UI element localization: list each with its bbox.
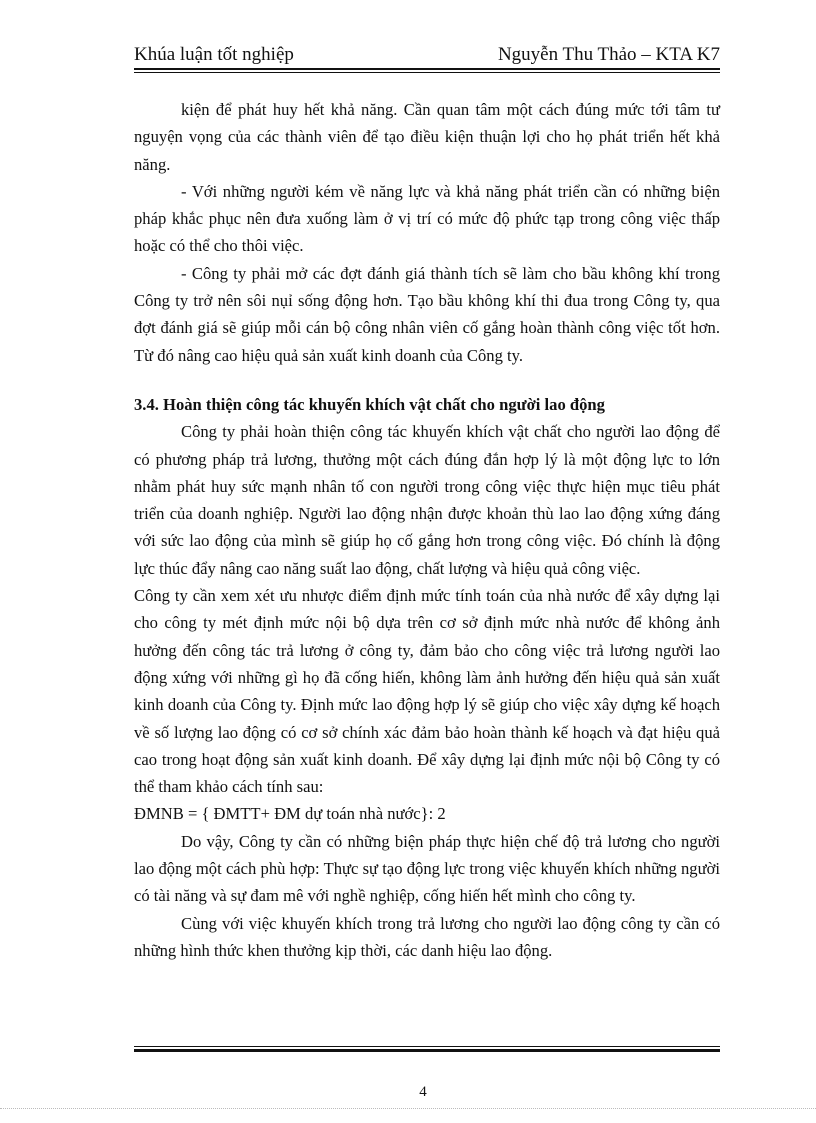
paragraph-continuation: kiện để phát huy hết khả năng. Cần quan tâm một cách đúng mức tới tâm tư nguyện vọng của các thành viên để tạo điều kiện thuận lợi cho họ phát triển hết khả năng. — [134, 100, 720, 174]
page-edge-divider — [0, 1108, 816, 1109]
page-header — [134, 42, 720, 68]
paragraph-wage-measures: Do vậy, Công ty cần có những biện pháp thực hiện chế độ trả lương cho người lao động một cách phù hợp: Thực sự tạo động lực trong việc khuyến khích những người có tài năng và sự đam mê với nghề nghiệp, cống hiến hết mình cho công ty. — [134, 831, 720, 906]
paragraph-rewards: Cùng với việc khuyến khích trong trả lương cho người lao động công ty cần có những hình thức khen thưởng kịp thời, các danh hiệu lao động. — [134, 913, 720, 960]
paragraph-bullet-evaluation: - Công ty phải mở các đợt đánh giá thành tích sẽ làm cho bầu không khí trong Công ty trở nên sôi nụỉ sống động hơn. Tạo bầu không khí thi đua trong Công ty, qua đợt đánh giá sẽ giúp mỗi cán bộ công nhân viên cố gắng hoàn thành công việc tốt hơn. Từ đó nâng cao hiệu quả sản xuất kinh doanh của Công ty. — [134, 263, 720, 365]
footer-rule-thin — [134, 1046, 720, 1047]
paragraph-bullet-weak-staff: - Với những người kém về năng lực và khả năng phát triển cần có những biện pháp khắc phục nên đưa xuống làm ở vị trí có mức độ phức tạp trong công việc thấp hoặc có thể cho thôi việc. — [134, 181, 720, 256]
formula-line: ĐMNB = { ĐMTT+ ĐM dự toán nhà nước}: 2 — [134, 804, 446, 824]
header-author: Nguyễn Thu Thảo – KTA K7 — [497, 44, 720, 65]
paragraph-material-incentives: Công ty phải hoàn thiện công tác khuyến khích vật chất cho người lao động để có phương pháp trả lương, thưởng một cách đúng đắn hợp lý là một động lực to lớn nhằm phát huy sức mạnh nhân tố con người trong công việc thực hiện mục tiêu phát triển của doanh nghiệp. Người lao động nhận được khoản thù lao lao động xứng đáng với sức lao động của mình sẽ giúp họ cố gắng hơn trong công việc. Đó chính là động lực thúc đẩy nâng cao năng suất lao động, chất lượng và hiệu quả công việc. — [134, 422, 720, 578]
header-thesis-title: Khúa luận tốt nghiệp — [134, 44, 294, 65]
header-rule-thin — [134, 72, 720, 73]
page-number: 4 — [419, 1084, 427, 1100]
page-body — [134, 96, 720, 964]
footer-rule — [134, 1049, 720, 1052]
paragraph-internal-norms: Công ty cần xem xét ưu nhược điểm định mức tính toán của nhà nước để xây dựng lại cho công ty mét định mức nội bộ dựa trên cơ sở định mức nhà nước để không ảnh hưởng đến công tác trả lương ở công ty, đảm bảo cho công việc trả lương người lao động xứng với những gì họ đã cống hiến, không làm ảnh hưởng đến hiệu quả sản xuất kinh doanh của Công ty. Định mức lao động hợp lý sẽ giúp cho việc xây dựng kế hoạch về số lượng lao động có cơ sở chính xác đảm bảo hoàn thành kế hoạch và đạt hiệu quả cao trong hoạt động sản xuất kinh doanh. Để xây dựng lại định mức nội bộ Công ty có thể tham khảo cách tính sau: — [134, 586, 720, 797]
section-heading: 3.4. Hoàn thiện công tác khuyến khích vật chất cho người lao động — [134, 394, 605, 414]
header-rule — [134, 68, 720, 70]
